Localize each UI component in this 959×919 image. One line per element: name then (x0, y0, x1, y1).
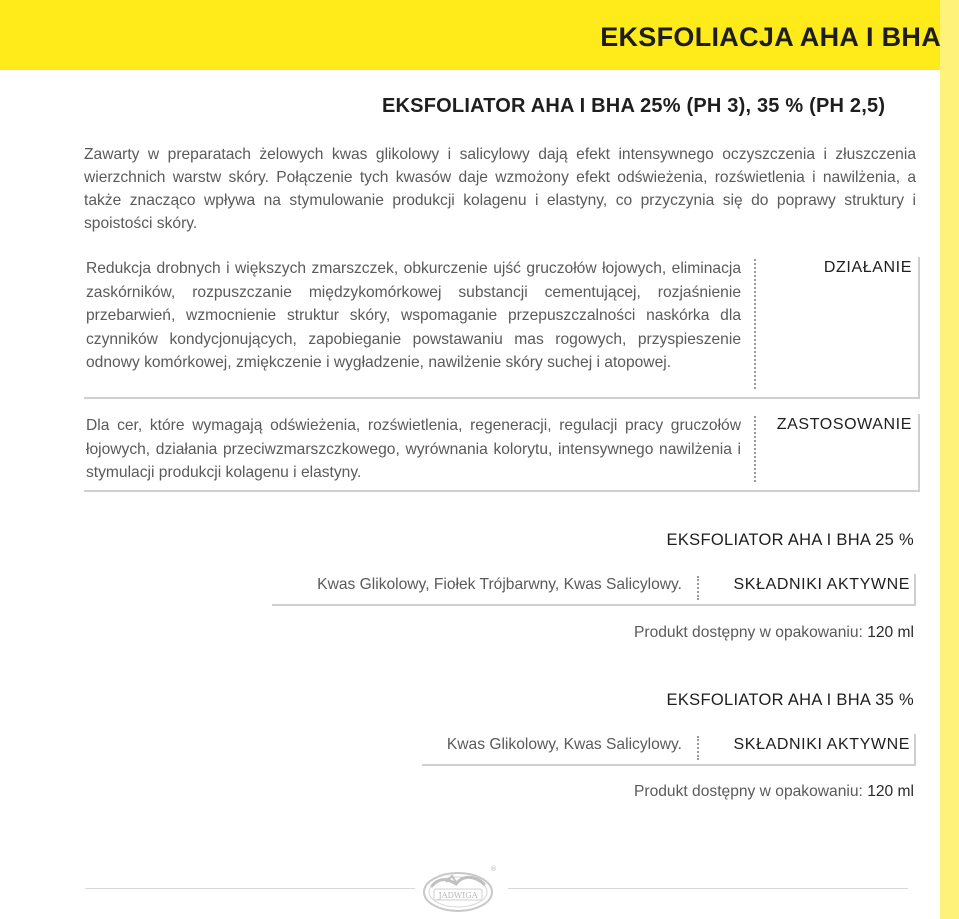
ingredients-text: Kwas Glikolowy, Fiołek Trójbarwny, Kwas Salicylowy. (317, 576, 682, 593)
package-label: Produkt dostępny w opakowaniu: (633, 783, 863, 800)
intro-paragraph: Zawarty w preparatach żelowych kwas glikolowy i salicylowy dają efekt intensywnego oczyszczenia i złuszczenia wierzchnich warstw skóry. Połączenie tych kwasów daje wzmożony efekt odświeżenia, rozświetlenia i nawilżenia, a także znacząco wpływa na stymulowanie produkcji kolagenu i elastyny, co przyczynia się do poprawy struktury i spoistości skóry. (84, 146, 916, 232)
section-label: DZIAŁANIE (823, 259, 912, 276)
ingredients-row-35 (422, 734, 916, 766)
header-title: EKSFOLIACJA AHA I BHA (600, 22, 941, 52)
footer-line-left (85, 888, 415, 889)
section-text: Redukcja drobnych i większych zmarszczek, obkurczenie ujść gruczołów łojowych, eliminacja zaskórników, rozpuszczanie międzykomórkowej substancji cementującej, rozjaśnienie przebarwień, wzmocnienie struktur skóry, wspomaganie przepuszczalności naskórka dla czynników kondycjonujących, zapobieganie powstawaniu mas rogowych, przyspieszenie odnowy komórkowej, zmiękczenie i wygładzenie, nawilżenie skóry suchej i atopowej. (86, 260, 741, 371)
product-title-35: EKSFOLIATOR AHA I BHA 35 % (666, 691, 914, 709)
package-value: 120 ml (867, 624, 914, 641)
ingredients-label: SKŁADNIKI AKTYWNE (733, 736, 910, 753)
ingredients-text: Kwas Glikolowy, Kwas Salicylowy. (446, 736, 682, 753)
product-title-25: EKSFOLIATOR AHA I BHA 25 % (666, 531, 914, 549)
package-value: 120 ml (867, 783, 914, 800)
brand-logo-icon (418, 862, 504, 914)
package-info-25 (634, 624, 914, 642)
section-dzialanie (84, 257, 920, 399)
ingredients-row-25 (272, 574, 916, 606)
registered-mark: ® (490, 865, 497, 873)
package-label: Produkt dostępny w opakowaniu: (633, 624, 863, 641)
dotted-divider (697, 576, 699, 600)
section-zastosowanie (84, 414, 920, 492)
dotted-divider (697, 736, 699, 760)
section-label: ZASTOSOWANIE (776, 416, 912, 433)
main-title: EKSFOLIATOR AHA I BHA 25% (PH 3), 35 % (PH 2,5) (382, 95, 886, 117)
footer-line-right (508, 888, 908, 889)
dotted-divider (754, 259, 756, 389)
ingredients-label: SKŁADNIKI AKTYWNE (733, 576, 910, 593)
logo-text: JADWIGA (438, 891, 478, 900)
section-text: Dla cer, które wymagają odświeżenia, rozświetlenia, regeneracji, regulacji pracy gruczołów łojowych, działania przeciwzmarszczkowego, wyrównania kolorytu, intensywnego nawilżenia i stymulacji produkcji kolagenu i elastyny. (86, 417, 741, 481)
package-info-35 (634, 783, 914, 801)
dotted-divider (754, 416, 756, 482)
side-band (940, 0, 959, 919)
